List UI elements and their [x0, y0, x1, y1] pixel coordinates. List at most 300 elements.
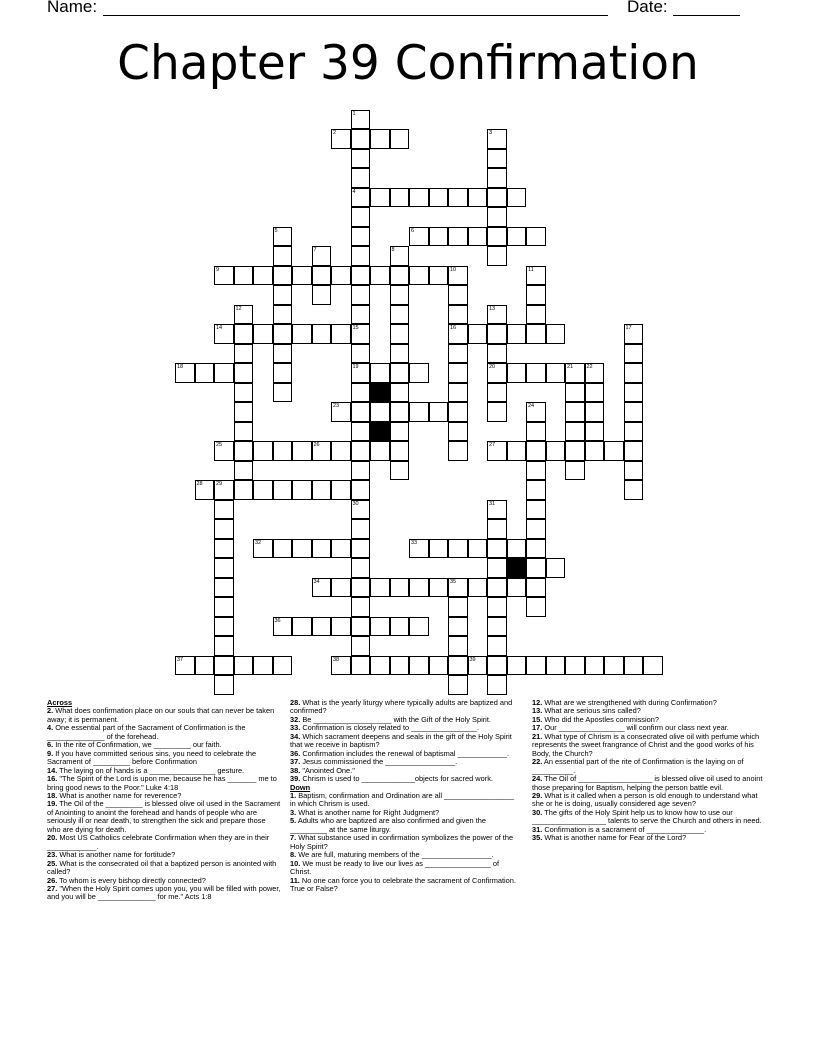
- clue-number: 24: [528, 403, 535, 409]
- crossword-square[interactable]: [624, 480, 644, 500]
- crossword-square[interactable]: [214, 500, 234, 520]
- crossword-square[interactable]: [253, 266, 273, 286]
- clue-number-label: 30.: [532, 807, 543, 817]
- crossword-square[interactable]: [370, 363, 390, 383]
- crossword-square[interactable]: [507, 227, 527, 247]
- clue-number: 8: [391, 247, 395, 253]
- crossword-square[interactable]: [526, 266, 546, 286]
- crossword-square[interactable]: [390, 246, 410, 266]
- clue-number-label: 26.: [47, 875, 58, 885]
- crossword-square[interactable]: [253, 539, 273, 559]
- crossword-square[interactable]: [585, 441, 605, 461]
- crossword-square[interactable]: [448, 617, 468, 637]
- crossword-square[interactable]: [234, 402, 254, 422]
- crossword-square[interactable]: [487, 168, 507, 188]
- crossword-square[interactable]: [351, 344, 371, 364]
- crossword-square[interactable]: [487, 519, 507, 539]
- crossword-square[interactable]: [585, 402, 605, 422]
- crossword-square[interactable]: [351, 480, 371, 500]
- crossword-square[interactable]: [448, 578, 468, 598]
- clue-number: 34: [313, 578, 320, 585]
- crossword-square[interactable]: [507, 363, 527, 383]
- crossword-square[interactable]: [370, 402, 390, 422]
- crossword-square[interactable]: [390, 617, 410, 637]
- crossword-square[interactable]: [351, 519, 371, 539]
- crossword-square[interactable]: [624, 461, 644, 481]
- clue-column-3: [532, 699, 764, 843]
- crossword-square[interactable]: [526, 363, 546, 383]
- crossword-square[interactable]: [390, 129, 410, 149]
- crossword-square[interactable]: [487, 129, 507, 149]
- clue-number-label: 3.: [290, 807, 297, 817]
- crossword-square[interactable]: [234, 383, 254, 403]
- crossword-square[interactable]: [331, 441, 351, 461]
- crossword-square[interactable]: [370, 578, 390, 598]
- crossword-square[interactable]: [292, 441, 312, 461]
- crossword-square[interactable]: [370, 441, 390, 461]
- crossword-square[interactable]: [585, 363, 605, 383]
- down-clue: [532, 733, 764, 758]
- crossword-square[interactable]: [604, 441, 624, 461]
- crossword-square[interactable]: [390, 344, 410, 364]
- crossword-square[interactable]: [565, 402, 585, 422]
- crossword-square[interactable]: [487, 617, 507, 637]
- clue-number-label: 19.: [47, 799, 58, 809]
- crossword-square[interactable]: [487, 207, 507, 227]
- crossword-square[interactable]: [214, 441, 234, 461]
- down-clue: [532, 775, 764, 792]
- crossword-square[interactable]: [351, 441, 371, 461]
- crossword-square[interactable]: [448, 422, 468, 442]
- crossword-square[interactable]: [565, 363, 585, 383]
- crossword-square[interactable]: [390, 383, 410, 403]
- crossword-square[interactable]: [585, 383, 605, 403]
- crossword-square[interactable]: [214, 636, 234, 656]
- crossword-square[interactable]: [487, 675, 507, 695]
- crossword-square[interactable]: [273, 227, 293, 247]
- crossword-square[interactable]: [312, 285, 332, 305]
- crossword-square[interactable]: [390, 656, 410, 676]
- crossword-square[interactable]: [487, 149, 507, 169]
- crossword-square[interactable]: [331, 266, 351, 286]
- down-clue-list: [290, 792, 516, 893]
- crossword-square[interactable]: [351, 207, 371, 227]
- crossword-square[interactable]: [429, 539, 449, 559]
- crossword-square[interactable]: [292, 617, 312, 637]
- clue-number-label: 38.: [290, 765, 301, 775]
- crossword-square[interactable]: [312, 617, 332, 637]
- crossword-square[interactable]: [234, 422, 254, 442]
- crossword-square[interactable]: [253, 656, 273, 676]
- crossword-square[interactable]: [409, 656, 429, 676]
- crossword-square[interactable]: [214, 597, 234, 617]
- crossword-square[interactable]: [273, 539, 293, 559]
- crossword-square[interactable]: [351, 500, 371, 520]
- crossword-square[interactable]: [214, 558, 234, 578]
- crossword-square[interactable]: [234, 480, 254, 500]
- crossword-square[interactable]: [273, 266, 293, 286]
- crossword-square[interactable]: [526, 519, 546, 539]
- crossword-square[interactable]: [351, 578, 371, 598]
- crossword-square[interactable]: [526, 422, 546, 442]
- crossword-square[interactable]: [273, 285, 293, 305]
- crossword-square[interactable]: [487, 636, 507, 656]
- clue-text: An essential part of the rite of Confirmation is the laying on of __________.: [532, 757, 744, 775]
- crossword-square[interactable]: [624, 383, 644, 403]
- crossword-square[interactable]: [312, 266, 332, 286]
- crossword-square[interactable]: [273, 617, 293, 637]
- crossword-square[interactable]: [487, 324, 507, 344]
- crossword-square[interactable]: [390, 266, 410, 286]
- crossword-square[interactable]: [390, 285, 410, 305]
- crossword-square[interactable]: [273, 246, 293, 266]
- crossword-square[interactable]: [448, 188, 468, 208]
- crossword-square[interactable]: [507, 656, 527, 676]
- crossword-square[interactable]: [624, 324, 644, 344]
- crossword-square[interactable]: [429, 188, 449, 208]
- crossword-square[interactable]: [487, 558, 507, 578]
- crossword-square[interactable]: [312, 441, 332, 461]
- crossword-square[interactable]: [351, 363, 371, 383]
- crossword-square[interactable]: [526, 285, 546, 305]
- crossword-square[interactable]: [390, 324, 410, 344]
- clue-number: 29: [216, 481, 223, 487]
- down-clue: [290, 817, 516, 834]
- date-label: Date:: [627, 0, 668, 16]
- crossword-square[interactable]: [273, 344, 293, 364]
- crossword-square[interactable]: [331, 578, 351, 598]
- crossword-square[interactable]: [370, 129, 390, 149]
- crossword-square[interactable]: [273, 656, 293, 676]
- crossword-square[interactable]: [390, 402, 410, 422]
- crossword-square[interactable]: [624, 422, 644, 442]
- crossword-square[interactable]: [351, 324, 371, 344]
- crossword-square[interactable]: [507, 441, 527, 461]
- crossword-square[interactable]: [214, 617, 234, 637]
- crossword-square[interactable]: [565, 422, 585, 442]
- crossword-square[interactable]: [507, 188, 527, 208]
- crossword-square[interactable]: [546, 656, 566, 676]
- crossword-square[interactable]: [487, 597, 507, 617]
- crossword-square[interactable]: [195, 363, 215, 383]
- crossword-square[interactable]: [409, 578, 429, 598]
- crossword-square[interactable]: [370, 617, 390, 637]
- crossword-square[interactable]: [312, 324, 332, 344]
- crossword-square[interactable]: [487, 344, 507, 364]
- crossword-square[interactable]: [468, 324, 488, 344]
- crossword-square[interactable]: [214, 363, 234, 383]
- crossword-square[interactable]: [234, 441, 254, 461]
- crossword-square[interactable]: [312, 578, 332, 598]
- down-clue: [290, 834, 516, 851]
- crossword-square[interactable]: [234, 656, 254, 676]
- crossword-square[interactable]: [409, 539, 429, 559]
- crossword-square[interactable]: [546, 324, 566, 344]
- crossword-square[interactable]: [390, 461, 410, 481]
- crossword-square[interactable]: [643, 656, 663, 676]
- crossword-square[interactable]: [312, 539, 332, 559]
- crossword-square[interactable]: [507, 578, 527, 598]
- crossword-square[interactable]: [351, 266, 371, 286]
- clue-number: 17: [625, 325, 632, 331]
- crossword-square[interactable]: [351, 636, 371, 656]
- crossword-square[interactable]: [351, 188, 371, 208]
- crossword-square[interactable]: [546, 441, 566, 461]
- across-clue: [47, 885, 281, 902]
- crossword-square[interactable]: [390, 441, 410, 461]
- crossword-square[interactable]: [526, 500, 546, 520]
- crossword-square[interactable]: [487, 578, 507, 598]
- crossword-square[interactable]: [409, 266, 429, 286]
- crossword-square[interactable]: [195, 656, 215, 676]
- crossword-square[interactable]: [487, 539, 507, 559]
- crossword-square[interactable]: [331, 324, 351, 344]
- crossword-square[interactable]: [351, 149, 371, 169]
- crossword-square[interactable]: [429, 656, 449, 676]
- clue-text: What are we strengthened with during Confirmation?: [542, 698, 717, 707]
- clue-text: What is another name for Fear of the Lord?: [542, 833, 687, 843]
- crossword-square[interactable]: [253, 441, 273, 461]
- crossword-square[interactable]: [448, 383, 468, 403]
- crossword-square[interactable]: [292, 480, 312, 500]
- crossword-square[interactable]: [448, 636, 468, 656]
- crossword-square[interactable]: [624, 441, 644, 461]
- crossword-square[interactable]: [351, 285, 371, 305]
- crossword-square[interactable]: [507, 539, 527, 559]
- crossword-square[interactable]: [234, 266, 254, 286]
- crossword-square[interactable]: [624, 363, 644, 383]
- clue-number-label: 27.: [47, 883, 58, 893]
- clue-text: Our ________________ will confirm our class next year.: [542, 723, 729, 733]
- crossword-square[interactable]: [448, 539, 468, 559]
- crossword-square[interactable]: [624, 656, 644, 676]
- crossword-square[interactable]: [351, 597, 371, 617]
- crossword-square[interactable]: [448, 441, 468, 461]
- crossword-square[interactable]: [487, 656, 507, 676]
- crossword-square[interactable]: [214, 324, 234, 344]
- crossword-square[interactable]: [390, 305, 410, 325]
- crossword-square[interactable]: [604, 656, 624, 676]
- crossword-square[interactable]: [487, 188, 507, 208]
- crossword-square[interactable]: [429, 402, 449, 422]
- clue-number-label: 36.: [290, 748, 301, 758]
- crossword-square[interactable]: [565, 441, 585, 461]
- across-clue: [290, 699, 516, 716]
- crossword-square[interactable]: [331, 129, 351, 149]
- crossword-square[interactable]: [331, 480, 351, 500]
- crossword-square[interactable]: [526, 461, 546, 481]
- crossword-square[interactable]: [468, 656, 488, 676]
- down-clue: [532, 834, 764, 842]
- crossword-square[interactable]: [448, 402, 468, 422]
- crossword-square[interactable]: [448, 324, 468, 344]
- crossword-square[interactable]: [234, 363, 254, 383]
- crossword-square[interactable]: [526, 597, 546, 617]
- crossword-square[interactable]: [351, 246, 371, 266]
- crossword-square[interactable]: [409, 363, 429, 383]
- crossword-square[interactable]: [487, 305, 507, 325]
- clue-number: 26: [313, 442, 320, 448]
- crossword-square[interactable]: [429, 578, 449, 598]
- crossword-square[interactable]: [312, 246, 332, 266]
- crossword-square[interactable]: [624, 344, 644, 364]
- clue-number: 20: [489, 364, 496, 370]
- crossword-square[interactable]: [487, 246, 507, 266]
- crossword-square[interactable]: [351, 402, 371, 422]
- clue-text: Confirmation includes the renewal of baptismal ____________.: [300, 748, 509, 758]
- crossword-square[interactable]: [390, 188, 410, 208]
- crossword-square[interactable]: [487, 383, 507, 403]
- crossword-square[interactable]: [234, 461, 254, 481]
- crossword-square[interactable]: [429, 227, 449, 247]
- crossword-square[interactable]: [448, 597, 468, 617]
- clue-text: What is it called when a person is old enough to understand what she or he is doing, usually considered age seven?: [532, 790, 758, 809]
- crossword-square[interactable]: [565, 383, 585, 403]
- crossword-square[interactable]: [273, 363, 293, 383]
- crossword-square[interactable]: [214, 656, 234, 676]
- crossword-square[interactable]: [214, 675, 234, 695]
- crossword-square[interactable]: [526, 324, 546, 344]
- crossword-square[interactable]: [351, 422, 371, 442]
- crossword-square[interactable]: [487, 441, 507, 461]
- crossword-square[interactable]: [351, 656, 371, 676]
- crossword-square[interactable]: [448, 266, 468, 286]
- crossword-square[interactable]: [468, 539, 488, 559]
- clue-text: Confirmation is closely related to ________________.: [300, 723, 480, 733]
- crossword-square[interactable]: [331, 656, 351, 676]
- crossword-square[interactable]: [273, 480, 293, 500]
- crossword-square[interactable]: [370, 266, 390, 286]
- crossword-square[interactable]: [292, 324, 312, 344]
- crossword-square[interactable]: [585, 656, 605, 676]
- crossword-square[interactable]: [351, 305, 371, 325]
- crossword-square[interactable]: [448, 363, 468, 383]
- crossword-square[interactable]: [351, 558, 371, 578]
- crossword-square[interactable]: [370, 656, 390, 676]
- crossword-square[interactable]: [351, 168, 371, 188]
- crossword-square[interactable]: [234, 324, 254, 344]
- crossword-square[interactable]: [331, 539, 351, 559]
- clue-number-label: 8.: [290, 850, 297, 860]
- crossword-square[interactable]: [526, 558, 546, 578]
- crossword-square[interactable]: [234, 344, 254, 364]
- crossword-square[interactable]: [409, 227, 429, 247]
- crossword-square[interactable]: [526, 578, 546, 598]
- crossword-square[interactable]: [390, 422, 410, 442]
- crossword-square[interactable]: [253, 480, 273, 500]
- crossword-square[interactable]: [273, 305, 293, 325]
- crossword-square[interactable]: [526, 305, 546, 325]
- clue-number-label: 35.: [532, 833, 543, 843]
- crossword-square[interactable]: [526, 656, 546, 676]
- clue-number: 4: [352, 188, 356, 195]
- clue-number-label: 37.: [290, 757, 301, 767]
- crossword-square[interactable]: [214, 539, 234, 559]
- crossword-square[interactable]: [526, 441, 546, 461]
- crossword-square[interactable]: [273, 441, 293, 461]
- crossword-square[interactable]: [409, 402, 429, 422]
- crossword-square[interactable]: [234, 305, 254, 325]
- clue-text: The laying on of hands is a ________________ gesture.: [57, 765, 245, 775]
- crossword-square[interactable]: [214, 519, 234, 539]
- crossword-square[interactable]: [351, 539, 371, 559]
- crossword-square[interactable]: [448, 285, 468, 305]
- crossword-square[interactable]: [312, 480, 332, 500]
- crossword-square[interactable]: [351, 617, 371, 637]
- crossword-square[interactable]: [565, 656, 585, 676]
- crossword-square[interactable]: [448, 305, 468, 325]
- clue-text: What does confirmation place on our souls that can never be taken away; it is permanent.: [47, 706, 275, 724]
- crossword-square[interactable]: [448, 227, 468, 247]
- crossword-square[interactable]: [526, 402, 546, 422]
- clue-number: 14: [216, 325, 223, 331]
- clue-number: 30: [352, 500, 359, 507]
- crossword-square[interactable]: [175, 656, 195, 676]
- crossword-square[interactable]: [390, 363, 410, 383]
- clue-number: 19: [352, 364, 359, 370]
- crossword-square[interactable]: [468, 578, 488, 598]
- crossword-square[interactable]: [585, 422, 605, 442]
- crossword-square[interactable]: [624, 402, 644, 422]
- clue-text: The gifts of the Holy Spirit help us to know how to use our __________________ talents to serve the Church and others in need.: [532, 807, 762, 826]
- crossword-square[interactable]: [487, 227, 507, 247]
- crossword-square[interactable]: [448, 344, 468, 364]
- crossword-square[interactable]: [351, 461, 371, 481]
- crossword-square[interactable]: [468, 188, 488, 208]
- crossword-square[interactable]: [214, 266, 234, 286]
- crossword-square[interactable]: [195, 480, 215, 500]
- crossword-square[interactable]: [487, 402, 507, 422]
- clue-number-label: 12.: [532, 698, 543, 707]
- crossword-square[interactable]: [448, 675, 468, 695]
- crossword-square[interactable]: [526, 227, 546, 247]
- crossword-square[interactable]: [331, 402, 351, 422]
- crossword-square[interactable]: [214, 480, 234, 500]
- crossword-square[interactable]: [565, 461, 585, 481]
- crossword-square[interactable]: [429, 266, 449, 286]
- crossword-square[interactable]: [351, 227, 371, 247]
- crossword-square[interactable]: [273, 383, 293, 403]
- crossword-square[interactable]: [546, 558, 566, 578]
- crossword-square[interactable]: [351, 383, 371, 403]
- crossword-square[interactable]: [292, 266, 312, 286]
- crossword-square[interactable]: [487, 363, 507, 383]
- crossword-square[interactable]: [448, 656, 468, 676]
- crossword-square[interactable]: [487, 500, 507, 520]
- crossword-square[interactable]: [331, 617, 351, 637]
- crossword-square[interactable]: [468, 227, 488, 247]
- down-clue: [532, 792, 764, 809]
- crossword-square[interactable]: [507, 324, 527, 344]
- crossword-square[interactable]: [214, 578, 234, 598]
- clue-number-label: 7.: [290, 833, 297, 843]
- crossword-square[interactable]: [526, 539, 546, 559]
- crossword-square[interactable]: [351, 129, 371, 149]
- crossword-square[interactable]: [409, 617, 429, 637]
- crossword-square[interactable]: [390, 578, 410, 598]
- clue-number-label: 14.: [47, 765, 58, 775]
- crossword-square[interactable]: [370, 188, 390, 208]
- crossword-square[interactable]: [292, 539, 312, 559]
- crossword-square[interactable]: [273, 324, 293, 344]
- crossword-square[interactable]: [409, 188, 429, 208]
- crossword-square[interactable]: [253, 324, 273, 344]
- crossword-square[interactable]: [546, 363, 566, 383]
- crossword-square[interactable]: [351, 110, 371, 130]
- crossword-square[interactable]: [526, 480, 546, 500]
- clue-text: In the rite of Confirmation, we _________ our faith.: [53, 740, 222, 750]
- crossword-square[interactable]: [175, 363, 195, 383]
